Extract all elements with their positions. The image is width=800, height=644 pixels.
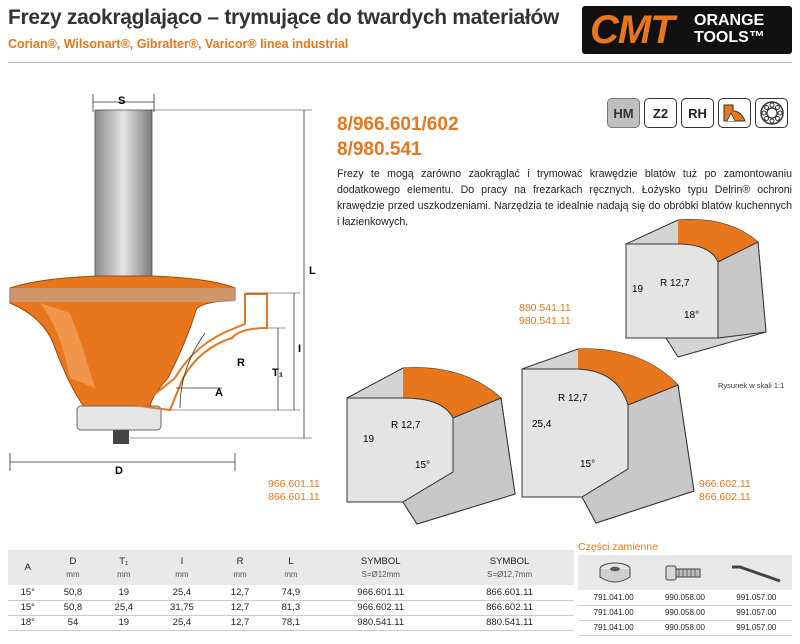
table-cell: 25,4	[98, 600, 149, 615]
profile-left-height: 19	[363, 434, 375, 445]
table-cell: 791.041.00	[578, 590, 649, 605]
table-cell: 991.057.00	[721, 590, 792, 605]
table-cell: 990.058.00	[649, 590, 720, 605]
table-row	[8, 615, 574, 630]
table-cell: 12,7	[215, 585, 266, 600]
profile-left	[343, 362, 521, 528]
profile-left-angle: 15°	[415, 460, 431, 471]
logo-line-1: ORANGE	[694, 12, 765, 29]
table-row	[578, 620, 792, 635]
table-cell: 12,7	[215, 615, 266, 630]
dim-s-label: S	[118, 95, 126, 107]
profile-small-codes	[519, 302, 571, 328]
table-cell: 81,3	[265, 600, 316, 615]
product-description: Frezy te mogą zarówno zaokrąglać i trymować krawędzie blatów tuż po zamontowaniu dodatkowego elementu. Do pracy na frezarkach ręcznych. Łożysko typu Delrin® ochroni krawędzie przed uszkodzeniami. Narzędzia te idealnie nadają się do obróbki blatów kuchennych i łazienkowych.	[337, 168, 792, 228]
router-bit-icon	[718, 98, 751, 128]
col-i-header: I mm	[149, 550, 214, 585]
profile-small-radius: R 12,7	[660, 278, 690, 289]
profile-small-code: 980.541.11	[519, 315, 571, 327]
table-cell: 866.602.11	[445, 600, 574, 615]
dim-l-label: L	[309, 265, 316, 277]
col-r-header: R mm	[215, 550, 266, 585]
logo-line-2: TOOLS™	[694, 29, 765, 46]
table-row	[8, 600, 574, 615]
profile-left-codes	[268, 478, 320, 504]
header-divider	[8, 62, 792, 63]
profile-right-code: 966.602.11	[699, 478, 751, 490]
profile-small-angle: 18°	[684, 310, 700, 321]
spare-parts-header	[578, 555, 792, 590]
col-symbol12-header: SYMBOL S=Ø12mm	[316, 550, 445, 585]
spare-parts-title: Części zamienne	[578, 541, 658, 553]
table-cell: 991.057.00	[721, 605, 792, 620]
table-cell: 15°	[8, 600, 48, 615]
table-cell: 78,1	[265, 615, 316, 630]
spec-table-header	[8, 550, 574, 585]
product-code: 8/980.541	[337, 139, 422, 160]
table-row	[578, 605, 792, 620]
table-cell: 19	[98, 615, 149, 630]
col-symbol127-header: SYMBOL S=Ø12,7mm	[445, 550, 574, 585]
col-d-header: D mm	[48, 550, 99, 585]
table-cell: 880.541.11	[445, 615, 574, 630]
profile-right-height: 25,4	[532, 419, 552, 430]
profile-right-radius: R 12,7	[558, 393, 588, 404]
dim-a-label: A	[215, 387, 223, 399]
table-cell: 50,8	[48, 600, 99, 615]
profile-small-height: 19	[632, 284, 644, 295]
profile-left-radius: R 12,7	[391, 420, 421, 431]
table-cell: 31,75	[149, 600, 214, 615]
table-cell: 791.041.00	[578, 605, 649, 620]
profile-small-code: 880.541.11	[519, 302, 571, 314]
table-cell: 990.058.00	[649, 620, 720, 635]
table-cell: 54	[48, 615, 99, 630]
table-cell: 25,4	[149, 585, 214, 600]
table-cell: 50,8	[48, 585, 99, 600]
table-cell: 991.057.00	[721, 620, 792, 635]
brand-logo	[582, 6, 792, 54]
profile-left-code: 866.601.11	[268, 491, 320, 503]
spec-table	[8, 550, 574, 631]
table-cell: 25,4	[149, 615, 214, 630]
table-cell: 866.601.11	[445, 585, 574, 600]
badge-rh: RH	[681, 98, 714, 128]
page-title: Frezy zaokrąglająco – trymujące do twardych materiałów	[8, 6, 560, 29]
table-cell: 966.602.11	[316, 600, 445, 615]
table-cell: 980.541.11	[316, 615, 445, 630]
logo-tagline	[694, 12, 765, 46]
feature-badges	[607, 98, 788, 128]
table-cell: 12,7	[215, 600, 266, 615]
table-cell: 15°	[8, 585, 48, 600]
col-l-header: L mm	[265, 550, 316, 585]
table-cell: 791.041.00	[578, 620, 649, 635]
dim-t1-label: T₁	[272, 367, 284, 379]
screw-icon	[664, 561, 704, 585]
profile-left-code: 966.601.11	[268, 478, 320, 490]
scale-note: Rysunek w skali 1:1	[718, 381, 785, 390]
table-row	[8, 585, 574, 600]
product-code: 8/966.601/602	[337, 114, 459, 135]
bearing-icon	[598, 559, 632, 587]
dim-i-label: I	[298, 343, 302, 355]
profile-right	[518, 345, 700, 527]
table-cell: 74,9	[265, 585, 316, 600]
page-subtitle: Corian®, Wilsonart®, Gibralter®, Varicor® linea industrial	[8, 37, 349, 51]
col-a-header: A	[8, 550, 48, 585]
table-cell: 966.601.11	[316, 585, 445, 600]
profile-right-codes	[699, 478, 751, 504]
product-codes	[337, 112, 459, 162]
badge-hm: HM	[607, 98, 640, 128]
col-t1-header: T₁ mm	[98, 550, 149, 585]
profile-right-code: 866.602.11	[699, 491, 751, 503]
dim-d-label: D	[115, 465, 123, 477]
dim-r-label: R	[237, 357, 245, 369]
badge-z2: Z2	[644, 98, 677, 128]
table-cell: 18°	[8, 615, 48, 630]
table-cell: 19	[98, 585, 149, 600]
router-bit-drawing	[0, 88, 330, 478]
table-cell: 990.058.00	[649, 605, 720, 620]
logo-brand: CMT	[590, 8, 674, 52]
profile-small	[618, 212, 778, 364]
spare-parts-table	[578, 590, 792, 636]
table-row	[578, 590, 792, 605]
bearing-icon	[755, 98, 788, 128]
hex-key-icon	[728, 563, 784, 585]
profile-right-angle: 15°	[580, 459, 596, 470]
